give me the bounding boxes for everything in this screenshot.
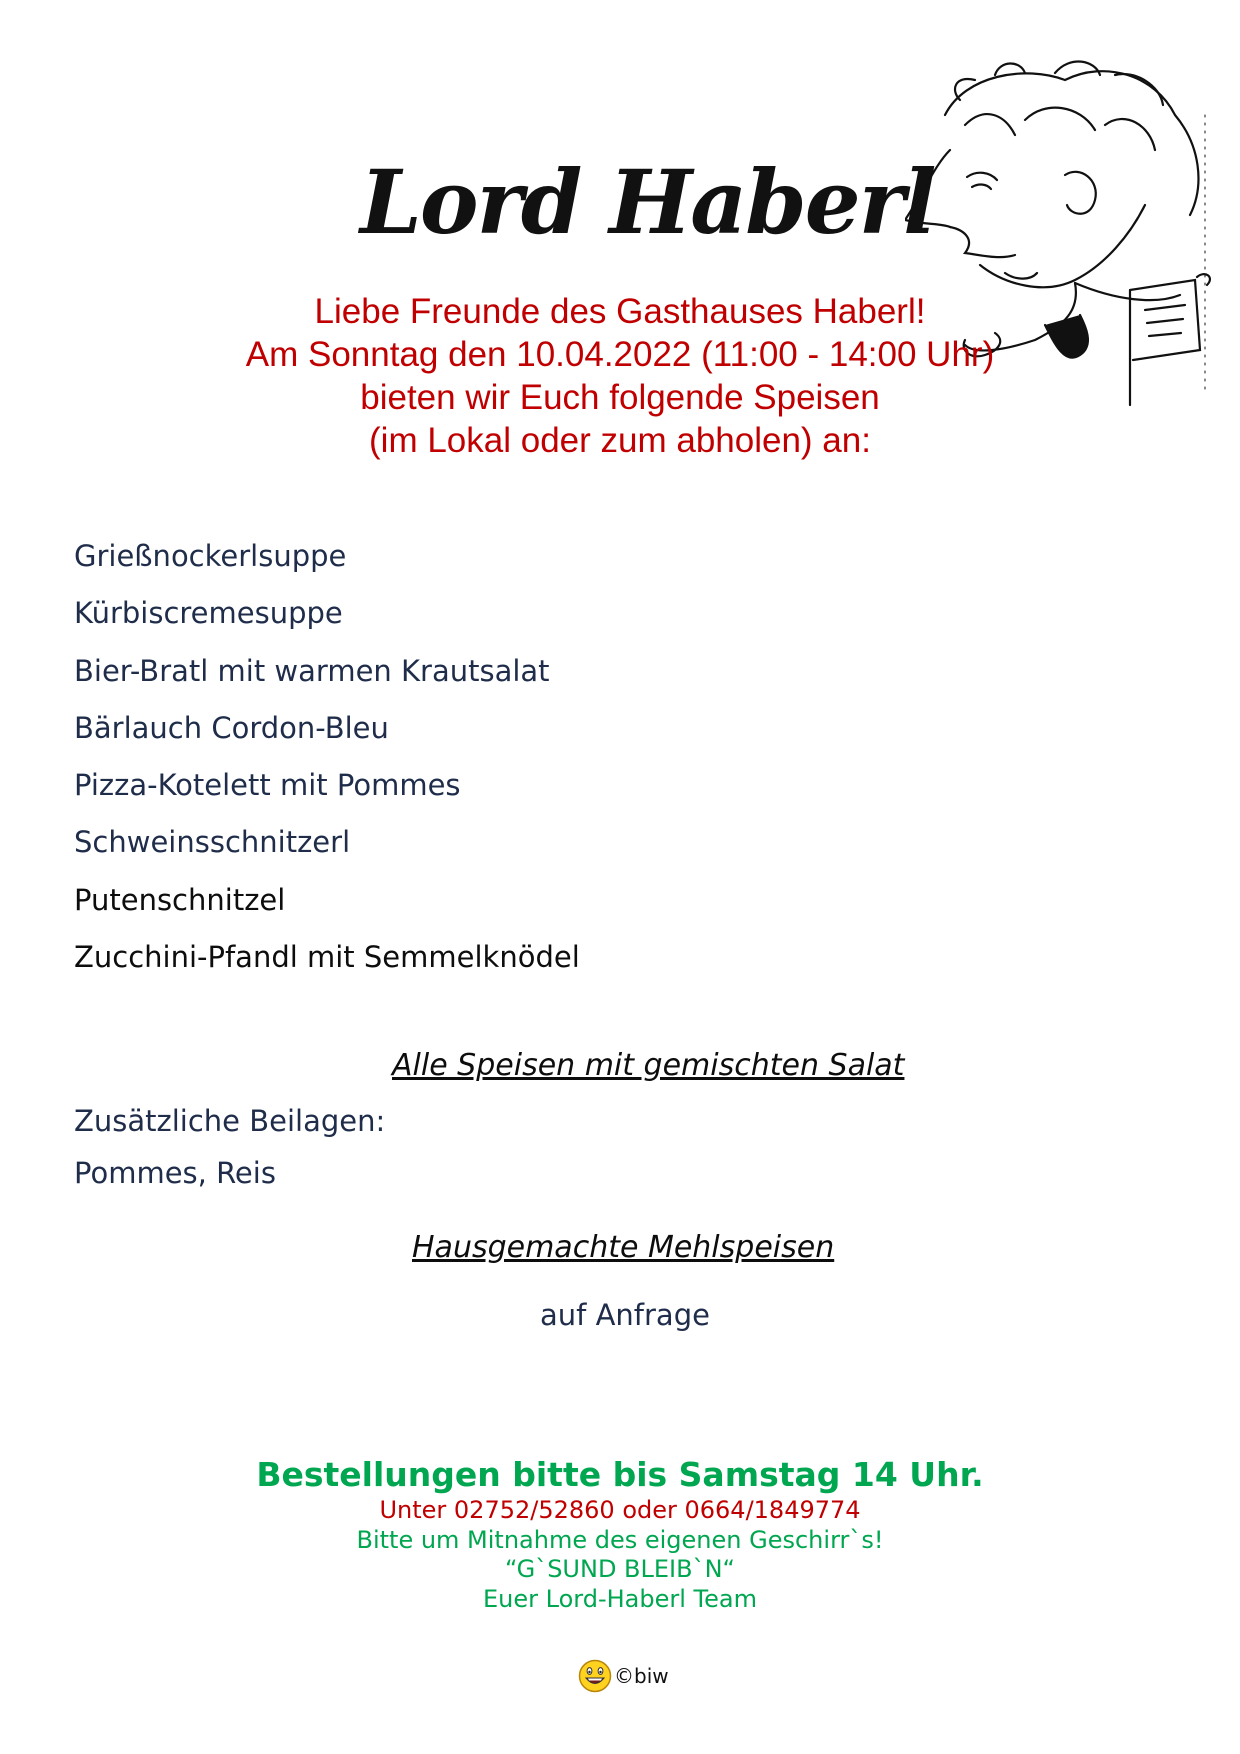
- menu-item: Bier-Bratl mit warmen Krautsalat: [74, 653, 550, 688]
- intro-offer-line: bieten wir Euch folgende Speisen: [360, 378, 880, 417]
- credit-text: ©biw: [614, 1664, 669, 1688]
- order-deadline: Bestellungen bitte bis Samstag 14 Uhr.: [256, 1455, 984, 1494]
- salad-note: Alle Speisen mit gemischten Salat: [392, 1048, 905, 1083]
- signature: Euer Lord-Haberl Team: [483, 1584, 757, 1613]
- pastry-note: auf Anfrage: [540, 1298, 710, 1332]
- pastry-title: Hausgemachte Mehlspeisen: [412, 1230, 835, 1265]
- footer: [0, 1496, 1240, 1614]
- greeting: “G`SUND BLEIB`N“: [505, 1555, 735, 1583]
- phone-numbers: Unter 02752/52860 oder 0664/1849774: [379, 1496, 861, 1524]
- credit: [578, 1658, 669, 1694]
- menu-item: Pizza-Kotelett mit Pommes: [74, 768, 461, 803]
- menu-item: Kürbiscremesuppe: [74, 596, 343, 631]
- intro-date-line: Am Sonntag den 10.04.2022 (11:00 - 14:00 Uhr): [245, 335, 995, 374]
- extras-label: Zusätzliche Beilagen:: [74, 1104, 386, 1138]
- menu-item: Schweinsschnitzerl: [74, 825, 351, 860]
- menu-item: Putenschnitzel: [74, 882, 286, 917]
- intro-pickup-line: (im Lokal oder zum abholen) an:: [369, 421, 871, 460]
- extras-value: Pommes, Reis: [74, 1156, 276, 1190]
- smiley-icon: [578, 1659, 612, 1693]
- menu-item: Bärlauch Cordon-Bleu: [74, 710, 389, 745]
- menu-item: Zucchini-Pfandl mit Semmelknödel: [74, 940, 580, 975]
- intro-greeting: Liebe Freunde des Gasthauses Haberl!: [314, 292, 926, 331]
- intro-text: [200, 290, 1040, 462]
- menu-item: Grießnockerlsuppe: [74, 539, 347, 573]
- menu-list: [74, 536, 580, 994]
- dishes-note: Bitte um Mitnahme des eigenen Geschirr`s!: [356, 1525, 884, 1554]
- logo-wordmark: Lord Haberl: [360, 150, 935, 254]
